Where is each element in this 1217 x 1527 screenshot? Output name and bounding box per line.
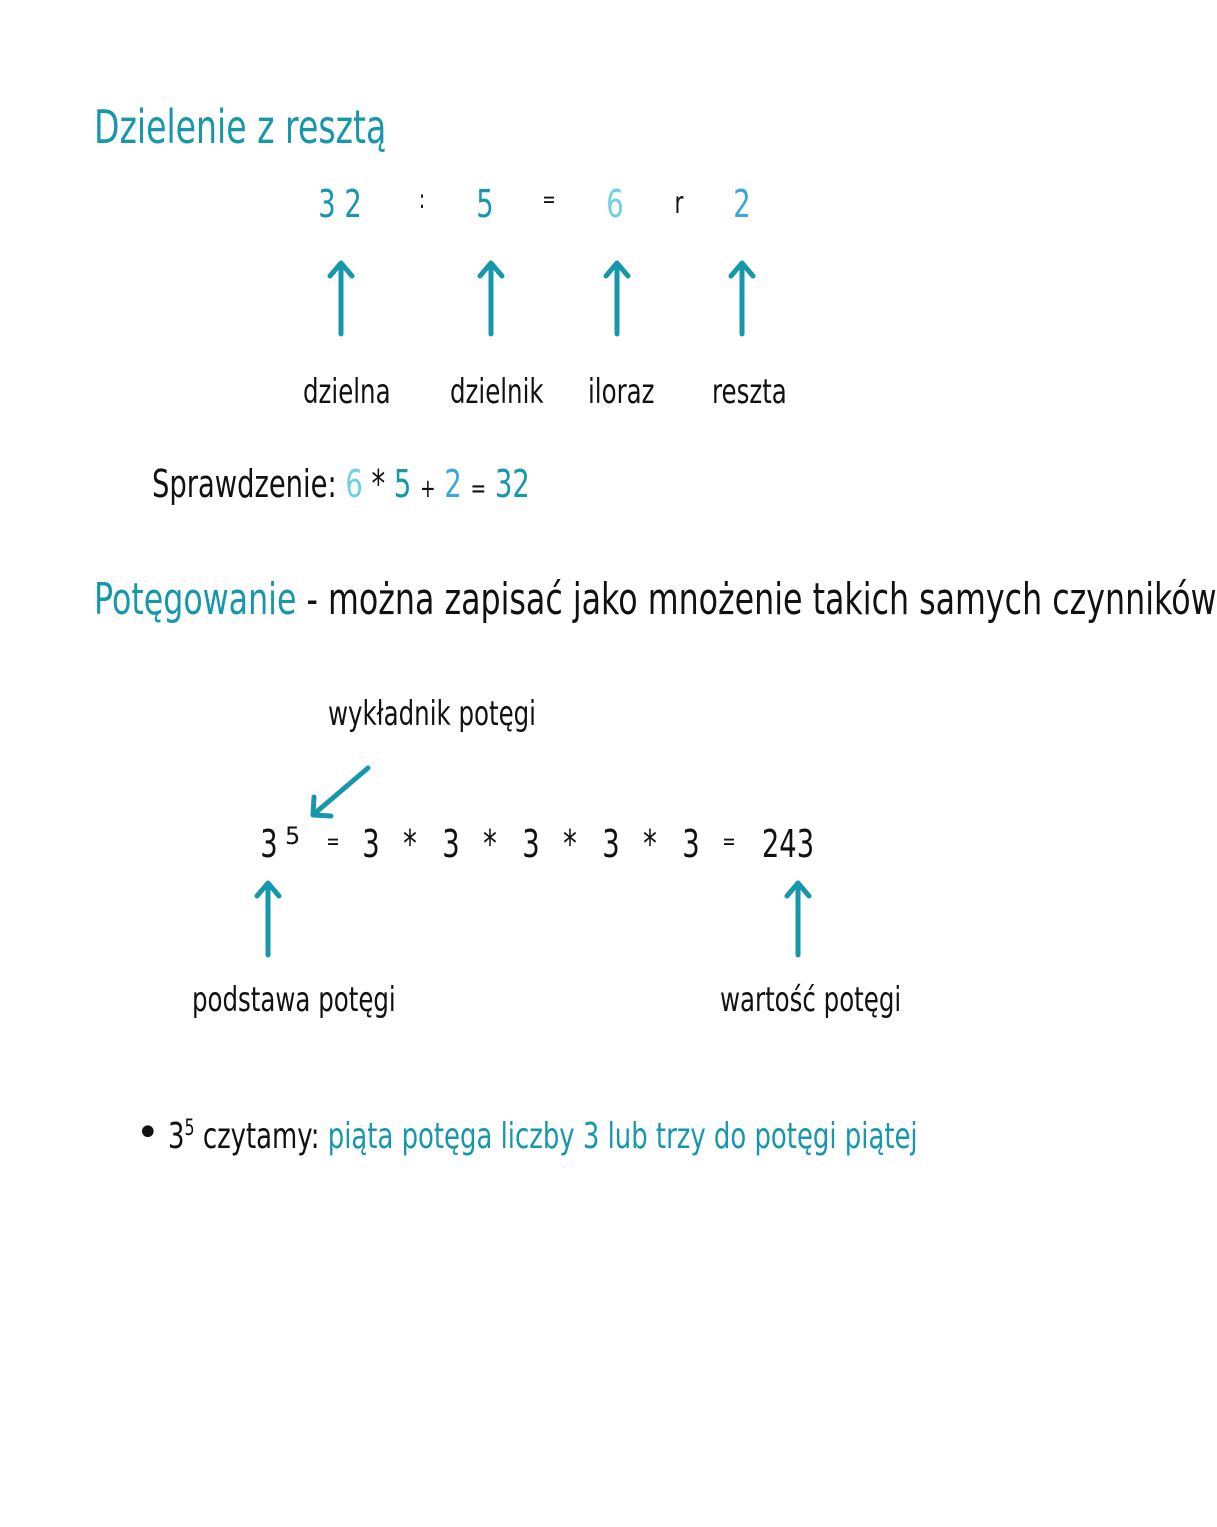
power-base: 3 [260,822,278,866]
remainder-r: r [674,186,684,221]
check-label: Sprawdzenie: [152,462,337,506]
arrow-diagonal-icon [313,768,368,816]
arrow-up-icon [330,263,352,334]
factor-5: 3 [682,822,700,866]
power-eq2: = [722,830,736,855]
check-divisor: 5 [393,462,412,506]
factor-4: 3 [602,822,620,866]
op-2: * [483,822,497,866]
power-eq1: = [326,830,340,855]
power-definition: - można zapisać jako mnożenie takich samych czynników [306,574,1217,625]
division-equals: = [542,188,556,213]
arrow-up-icon [480,263,502,334]
check-plus: + [420,474,436,504]
check-line [152,462,530,506]
reading-exponent: 5 [184,1116,195,1141]
check-remainder: 2 [444,462,462,506]
arrow-up-icon [787,883,809,955]
check-quotient: 6 [345,462,363,506]
power-title: Potęgowanie [94,574,297,625]
check-times: * [371,462,386,506]
value-label: wartość potęgi [720,980,902,1020]
arrow-up-icon [731,263,753,334]
reading-bullet: • [136,1110,160,1156]
power-exponent: 5 [285,822,301,850]
factor-3: 3 [522,822,540,866]
arrow-up-icon [257,883,279,955]
check-equals: = [470,474,487,504]
reading-line [168,1116,918,1157]
reading-lead: czytamy: [202,1116,320,1157]
label-dividend: dzielna [303,372,391,412]
power-heading [94,574,1217,625]
factor-1: 3 [362,822,380,866]
base-label: podstawa potęgi [192,980,396,1020]
dividend: 3 2 [318,182,362,226]
power-result: 243 [761,822,815,866]
op-3: * [563,822,577,866]
label-divisor: dzielnik [450,372,544,412]
op-4: * [643,822,657,866]
reading-base: 3 [168,1116,185,1157]
division-colon: : [418,185,426,215]
quotient: 6 [606,182,624,226]
divisor: 5 [476,182,494,226]
reading-text: piąta potęga liczby 3 lub trzy do potęgi piątej [327,1116,918,1157]
arrow-up-icon [606,263,628,334]
check-result: 32 [494,462,530,506]
factor-2: 3 [442,822,460,866]
division-title: Dzielenie z resztą [94,100,387,154]
op-1: * [403,822,417,866]
label-quotient: iloraz [588,372,655,412]
exponent-label: wykładnik potęgi [328,694,536,734]
remainder: 2 [733,182,751,226]
label-remainder: reszta [712,372,787,412]
